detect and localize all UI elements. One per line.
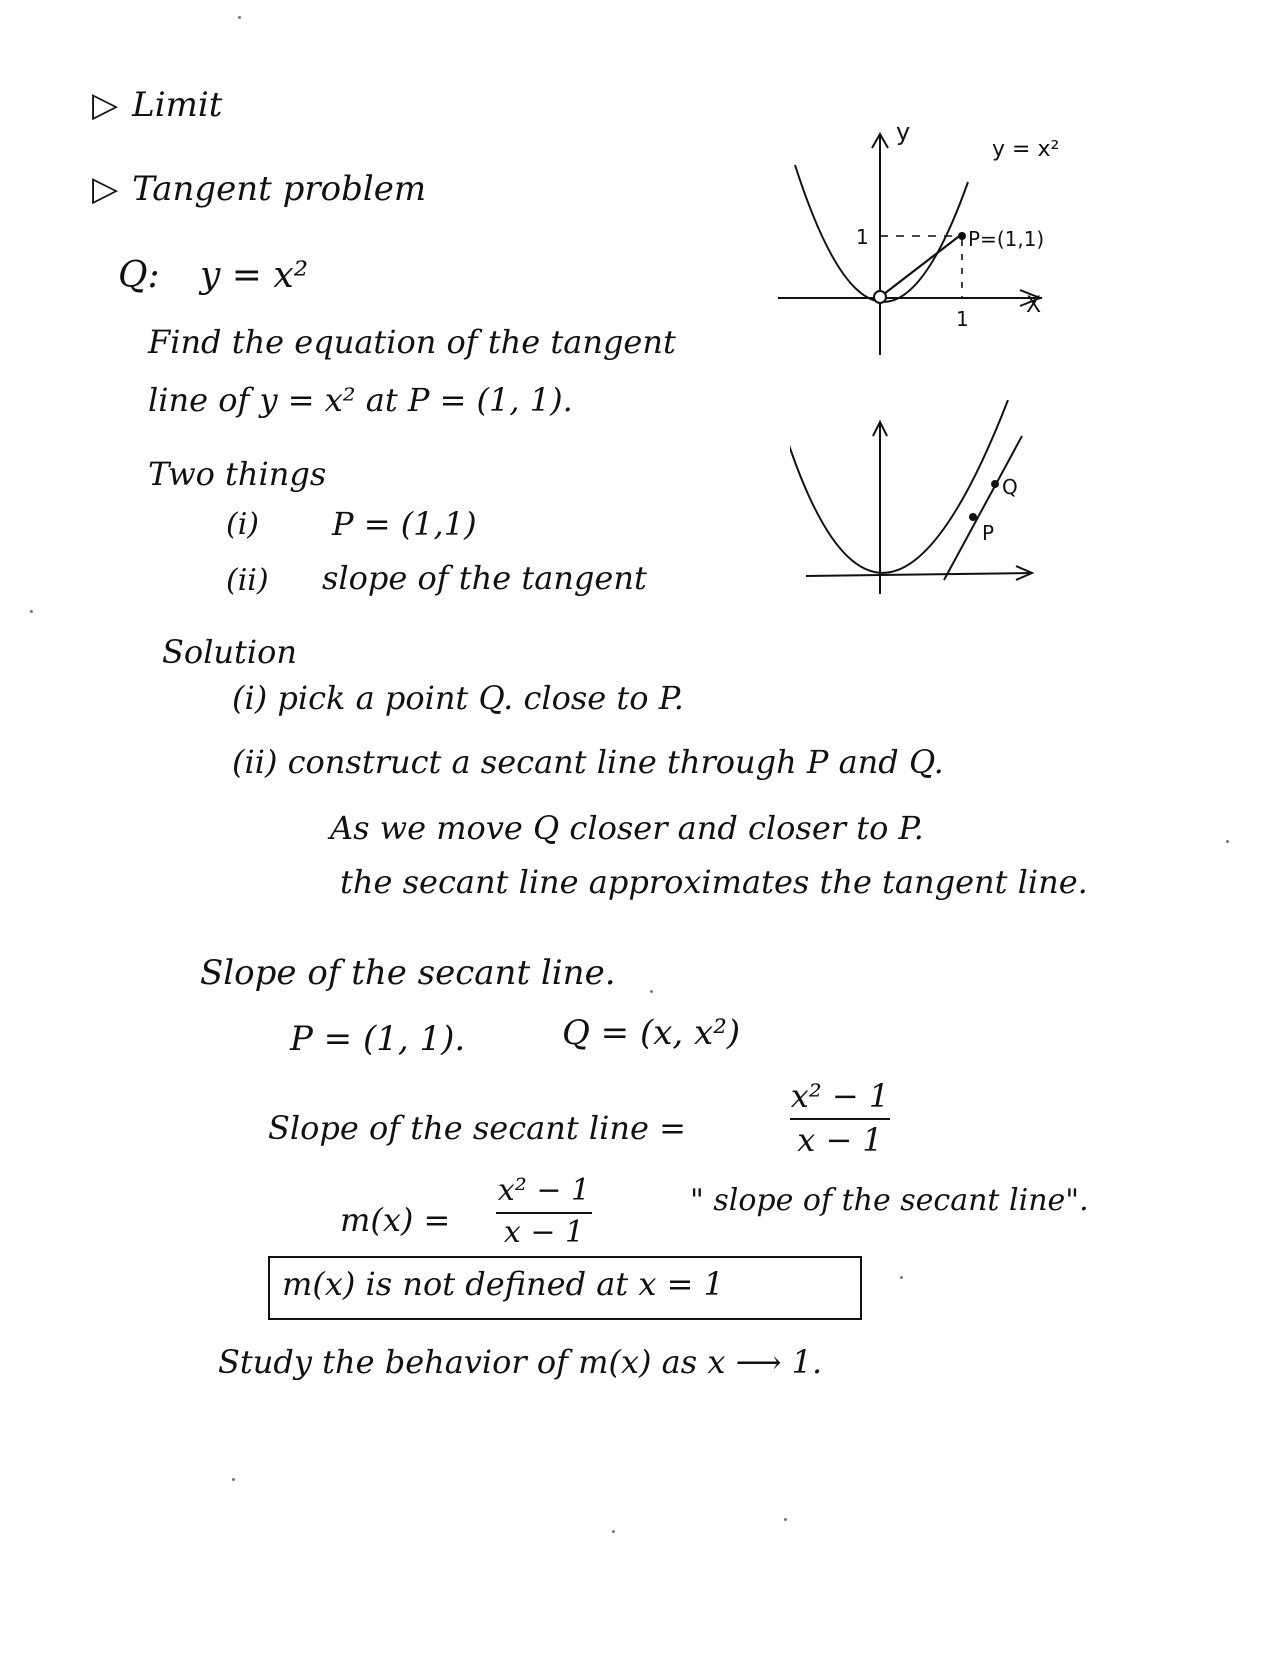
study-line: Study the behavior of m(x) as x ⟶ 1. xyxy=(218,1343,823,1381)
scan-speck xyxy=(232,1478,235,1481)
scan-speck xyxy=(784,1518,787,1521)
question-line-2: line of y = x² at P = (1, 1). xyxy=(148,381,573,419)
heading-limit xyxy=(92,85,223,125)
scan-speck xyxy=(30,610,33,613)
triangle-bullet-icon: ▷ xyxy=(92,169,119,209)
scan-speck xyxy=(900,1276,903,1279)
parabola-curve xyxy=(795,165,968,302)
point-p-label: P xyxy=(982,521,995,545)
curve-label: y = x² xyxy=(992,137,1060,162)
scan-speck xyxy=(612,1530,615,1533)
point-q: Q = (x, x²) xyxy=(562,1013,741,1053)
slope-definition: Slope of the secant line = xyxy=(268,1109,686,1147)
thing-1-text: P = (1,1) xyxy=(332,505,477,543)
question-line-1: Find the equation of the tangent xyxy=(148,323,676,361)
tick-label-x: 1 xyxy=(956,307,969,331)
solution-step-3: As we move Q closer and closer to P. xyxy=(330,809,924,847)
fraction-bar xyxy=(790,1118,890,1120)
point-q-label: Q xyxy=(1002,475,1018,499)
thing-1-marker: (i) xyxy=(226,507,260,542)
scan-speck xyxy=(650,990,653,993)
tick-label-y: 1 xyxy=(856,225,869,249)
heading-tangent-text: Tangent problem xyxy=(132,169,427,209)
heading-tangent-problem xyxy=(92,169,427,209)
scan-speck xyxy=(1226,840,1229,843)
parabola-curve xyxy=(790,400,1008,573)
graph-tangent-setup xyxy=(770,110,1110,370)
point-q-marker xyxy=(991,480,999,488)
solution-heading: Solution xyxy=(162,633,297,671)
slope-fraction xyxy=(790,1077,890,1159)
slope-heading: Slope of the secant line. xyxy=(200,953,616,993)
x-axis xyxy=(806,573,1032,576)
question-equation: y = x² xyxy=(200,255,309,296)
point-p-label: P=(1,1) xyxy=(968,227,1045,251)
m-fraction xyxy=(496,1173,592,1250)
heading-limit-text: Limit xyxy=(132,85,223,125)
graph-secant-approach xyxy=(790,400,1050,600)
m-definition-lhs: m(x) = xyxy=(340,1201,451,1239)
m-comment: " slope of the secant line". xyxy=(690,1183,1089,1218)
m-fraction-denominator: x − 1 xyxy=(503,1215,585,1250)
x-axis-label: X xyxy=(1026,293,1042,318)
thing-2-marker: (ii) xyxy=(226,563,269,598)
scan-speck xyxy=(238,16,241,19)
thing-2-text: slope of the tangent xyxy=(322,559,647,597)
fraction-bar xyxy=(496,1212,592,1214)
boxed-statement-text: m(x) is not defined at x = 1 xyxy=(282,1265,724,1303)
point-p-marker xyxy=(958,232,966,240)
point-p: P = (1, 1). xyxy=(290,1019,466,1059)
m-fraction-numerator: x² − 1 xyxy=(497,1173,591,1208)
question-label: Q: xyxy=(118,255,160,296)
slope-fraction-numerator: x² − 1 xyxy=(790,1077,890,1115)
y-axis-label: y xyxy=(896,118,911,146)
two-things-heading: Two things xyxy=(148,455,327,493)
slope-fraction-denominator: x − 1 xyxy=(797,1121,883,1159)
secant-line xyxy=(880,234,962,297)
solution-step-4: the secant line approximates the tangent line. xyxy=(340,863,1088,901)
triangle-bullet-icon: ▷ xyxy=(92,85,119,125)
point-p-marker xyxy=(969,513,977,521)
origin-point xyxy=(874,291,886,303)
solution-step-1: (i) pick a point Q. close to P. xyxy=(232,679,684,717)
solution-step-2: (ii) construct a secant line through P and Q. xyxy=(232,743,944,781)
